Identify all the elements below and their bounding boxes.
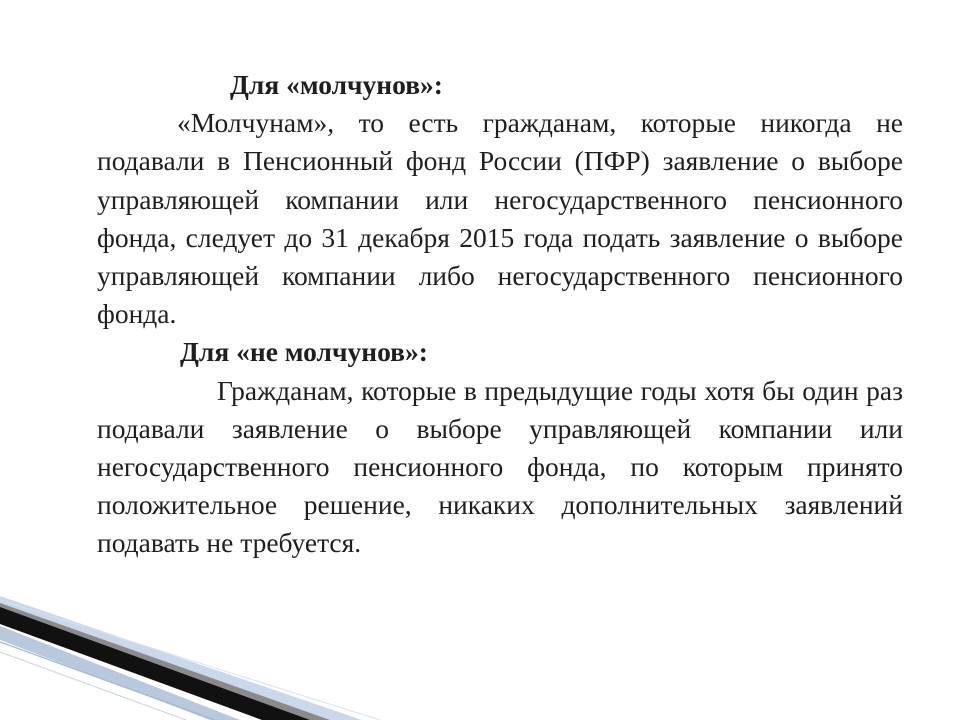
decor-band-white <box>0 640 205 720</box>
paragraph-silent: «Молчунам», то есть гражданам, которые никогда не подавали в Пенсионный фонд России (ПФР) заявление о выборе управляющей компании или негосударственного пенсионного фонда, следует до 31 декабря 2015 года подать заявление о выборе управляющей компании либо негосударственного пенсионного фонда. <box>97 107 903 330</box>
decor-line-2 <box>0 652 186 720</box>
heading-silent: Для «молчунов»: <box>230 69 443 100</box>
decor-band-blue <box>0 596 362 720</box>
decor-band-light <box>0 626 240 720</box>
decor-band-gray <box>0 603 330 720</box>
paragraph-not-silent: Гражданам, которые в предыдущие годы хотя бы один раз подавали заявление о выборе управляющей компании или негосударственного пенсионного фонда, по которым принято положительное решение, никаких дополнительных заявлений подавать не требуется. <box>97 374 903 559</box>
decor-line-1 <box>0 642 215 720</box>
decor-line-3 <box>0 600 380 720</box>
slide-body <box>97 66 903 563</box>
heading-not-silent: Для «не молчунов»: <box>180 336 428 368</box>
decor-band-dark <box>0 607 310 720</box>
